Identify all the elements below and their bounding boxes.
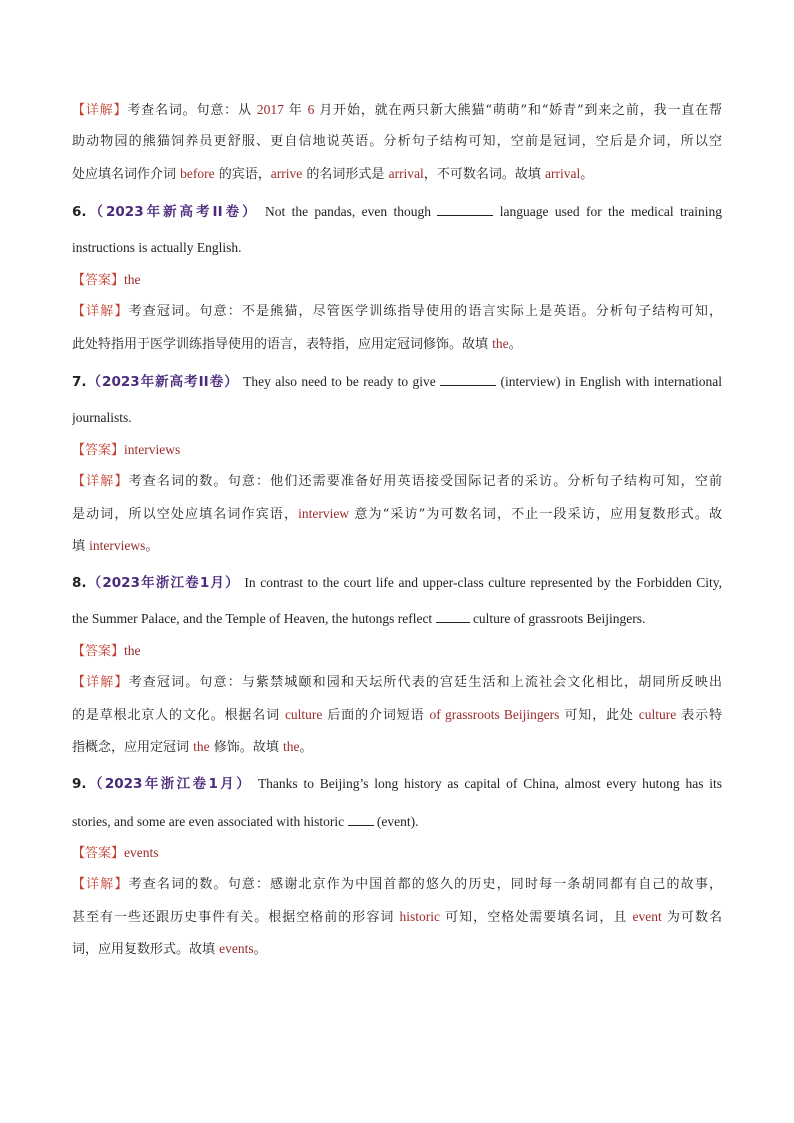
answer-tag: 【答案】 [72, 846, 125, 861]
question-7-line-1: 7.（2023年新高考II卷） They also need to be ready to give (interview) in English with international [72, 374, 722, 390]
question-7-detail-line-1: 【详解】考查名词的数。句意：他们还需要准备好用英语接受国际记者的采访。分析句子结构可知，空前 [72, 474, 722, 489]
answer-value: the [124, 272, 141, 287]
question-source: （2023年新高考II卷） [86, 374, 239, 390]
question-6-line-1: 6.（2023年新高考II卷） Not the pandas, even though language used for the medical training [72, 204, 722, 220]
question-6-detail-line-2: 此处特指用于医学训练指导使用的语言，表特指，应用定冠词修饰。故填 the。 [72, 336, 522, 352]
question-8-detail-line-3: 指概念，应用定冠词 the 修饰。故填 the。 [72, 739, 313, 755]
question-8-detail-line-2: 的是草根北京人的文化。根据名词 culture 后面的介词短语 of grassroots Beijingers 可知，此处 culture 表示特 [72, 707, 722, 723]
question-number: 7. [72, 374, 87, 390]
question-7-line-2: journalists. [72, 410, 132, 425]
question-9-detail-line-3: 词，应用复数形式。故填 events。 [72, 941, 267, 957]
question-7-answer [72, 440, 722, 461]
intro-detail-line-1: 【详解】考查名词。句意：从 2017 年 6 月开始，就在两只新大熊猫“萌萌”和“娇青”到来之前，我一直在帮 [72, 102, 722, 118]
answer-blank [440, 373, 496, 386]
detail-tag: 【详解】 [72, 103, 128, 118]
question-8-detail-line-1: 【详解】考查冠词。句意：与紫禁城颐和园和天坛所代表的宫廷生活和上流社会文化相比，胡同所反映出 [72, 675, 722, 690]
question-source: （2023年浙江卷1月） [86, 776, 253, 792]
detail-tag: 【详解】 [72, 474, 129, 489]
question-8-line-2: the Summer Palace, and the Temple of Heaven, the hutongs reflect culture of grassroots Beijingers. [72, 611, 646, 626]
question-source: （2023年浙江卷1月） [86, 575, 240, 591]
question-9-line-1: 9.（2023年浙江卷1月） Thanks to Beijing’s long history as capital of China, almost every hutong has its [72, 776, 722, 792]
question-source: （2023年新高考II卷） [86, 204, 259, 220]
question-number: 6. [72, 204, 87, 220]
question-8-answer [72, 641, 722, 662]
answer-value: the [124, 643, 141, 658]
intro-detail-line-2: 助动物园的熊猫饲养员更舒服、更自信地说英语。分析句子结构可知，空前是冠词，空后是介词，所以空 [72, 134, 722, 149]
question-7-detail-line-2: 是动词，所以空处应填名词作宾语，interview 意为“采访”为可数名词，不止一段采访，应用复数形式。故 [72, 506, 722, 522]
question-9-detail-line-2: 甚至有一些还跟历史事件有关。根据空格前的形容词 historic 可知，空格处需要填名词，且 event 为可数名 [72, 909, 722, 925]
detail-tag: 【详解】 [72, 877, 129, 892]
answer-value: interviews [124, 442, 181, 457]
question-number: 8. [72, 575, 87, 591]
question-9-answer [72, 843, 722, 864]
answer-tag: 【答案】 [72, 644, 125, 659]
detail-tag: 【详解】 [72, 304, 129, 319]
question-6-detail-line-1: 【详解】考查冠词。句意：不是熊猫，尽管医学训练指导使用的语言实际上是英语。分析句子结构可知， [72, 304, 722, 319]
question-9-detail-line-1: 【详解】考查名词的数。句意：感谢北京作为中国首都的悠久的历史，同时每一条胡同都有自己的故事， [72, 877, 722, 892]
question-7-detail-line-3: 填 interviews。 [72, 538, 159, 554]
question-8-line-1: 8.（2023年浙江卷1月） In contrast to the court life and upper-class culture represented by the Forbidden City, [72, 575, 722, 591]
answer-tag: 【答案】 [72, 273, 125, 288]
answer-tag: 【答案】 [72, 443, 125, 458]
intro-detail-line-3: 处应填名词作介词 before 的宾语，arrive 的名词形式是 arrival，不可数名词。故填 arrival。 [72, 166, 594, 182]
detail-tag: 【详解】 [72, 675, 129, 690]
answer-value: events [124, 845, 159, 860]
answer-blank [437, 203, 493, 216]
question-6-answer [72, 270, 722, 291]
answer-blank [436, 610, 470, 623]
question-6-line-2: instructions is actually English. [72, 240, 242, 255]
answer-blank [348, 813, 374, 826]
question-9-line-2: stories, and some are even associated with historic (event). [72, 814, 419, 829]
question-number: 9. [72, 776, 87, 792]
